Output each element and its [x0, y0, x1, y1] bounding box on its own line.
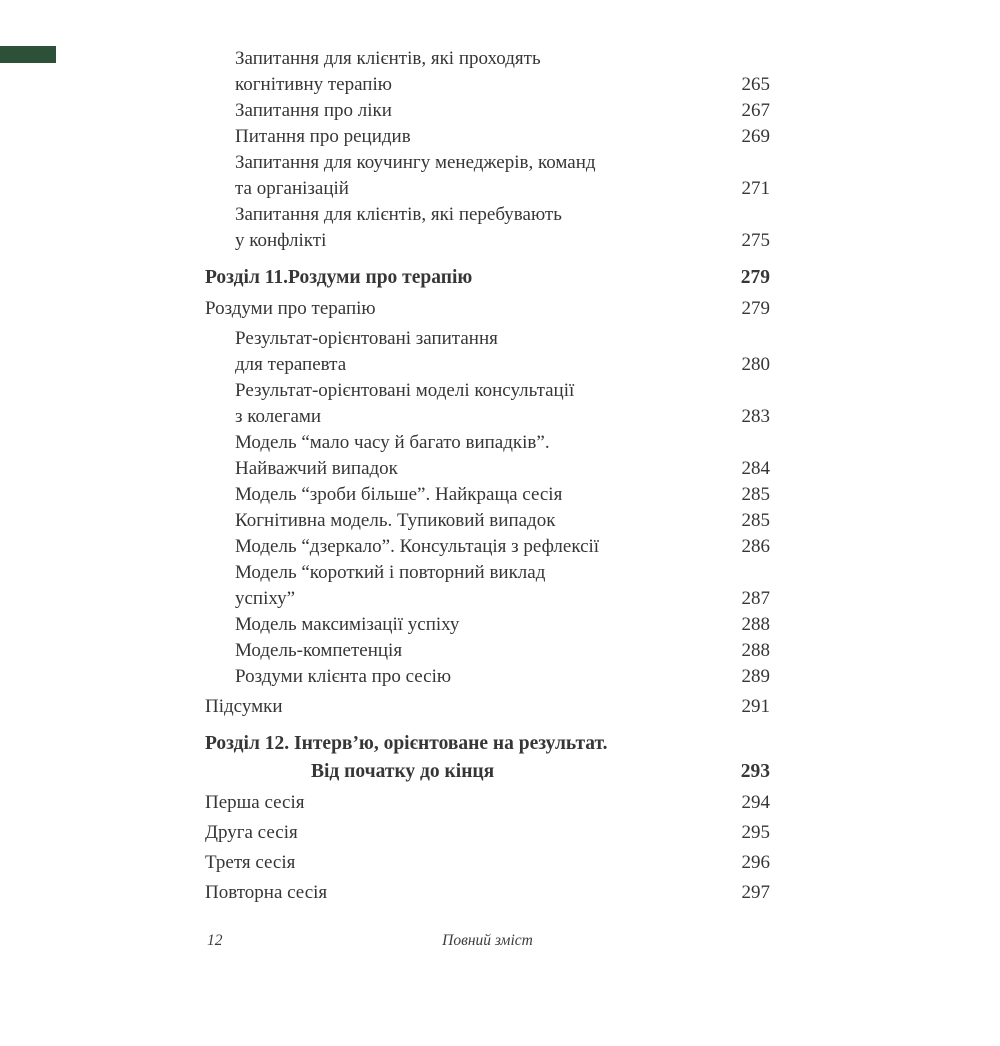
toc-entry-line: Питання про рецидив [235, 126, 411, 147]
toc-entry-title [205, 880, 730, 906]
toc-page-number: 289 [741, 666, 770, 687]
toc-entry-line: Роздуми про терапію [205, 298, 376, 319]
toc-entry [205, 430, 770, 482]
toc-page-number: 279 [740, 267, 770, 288]
toc-entry-title [205, 664, 730, 690]
toc-entry-line: Перша сесія [205, 792, 305, 813]
toc-entry-line: з колегами [235, 406, 322, 427]
toc-entry [205, 508, 770, 534]
toc-page-number: 279 [741, 298, 770, 319]
toc-entry-line: Запитання про ліки [235, 100, 392, 121]
toc-entry-title [205, 98, 730, 124]
toc-page-number: 295 [741, 822, 770, 843]
toc-entry [205, 534, 770, 560]
toc-entry-title [205, 124, 730, 150]
toc-entry [205, 664, 770, 690]
toc-entry [205, 378, 770, 430]
toc-entry-line: Підсумки [205, 696, 283, 717]
toc-entry [205, 560, 770, 612]
toc-page-number: 296 [741, 852, 770, 873]
toc-entry-title [205, 850, 730, 876]
toc-entry-title [205, 508, 730, 534]
toc-entry-title [205, 202, 730, 254]
toc-entry-line: Модель “мало часу й багато випадків”. [235, 432, 550, 453]
toc-entry-title [205, 150, 730, 202]
toc-entry [205, 296, 770, 322]
toc-entry-title [205, 534, 730, 560]
toc-entry-title [205, 560, 730, 612]
toc-entry [205, 46, 770, 98]
toc-entry-line: Когнітивна модель. Тупиковий випадок [235, 510, 556, 531]
toc-entry [205, 326, 770, 378]
toc-page-number: 291 [741, 696, 770, 717]
toc-entry-line: Від початку до кінця [311, 761, 495, 782]
toc-page-number: 283 [741, 406, 770, 427]
toc-entry-line: Запитання для клієнтів, які перебувають [235, 204, 562, 225]
toc-page-number: 285 [741, 484, 770, 505]
toc-entry [205, 790, 770, 816]
toc-entry [205, 482, 770, 508]
toc-page-number: 269 [741, 126, 770, 147]
toc-entry-title [205, 264, 729, 292]
toc-chapter-entry [205, 264, 770, 292]
toc-entry [205, 202, 770, 254]
toc-entry-line: Результат-орієнтовані моделі консультації [235, 380, 575, 401]
toc-page-number: 288 [741, 614, 770, 635]
toc-entry-title [205, 46, 730, 98]
toc-entry [205, 850, 770, 876]
toc-page-number: 293 [740, 761, 770, 782]
toc-page-number: 288 [741, 640, 770, 661]
toc-entry-line: Результат-орієнтовані запитання [235, 328, 498, 349]
toc-entry [205, 880, 770, 906]
toc-entry-title [205, 378, 730, 430]
toc-chapter-entry [205, 730, 770, 786]
toc-page-number: 267 [741, 100, 770, 121]
toc-entry-line: у конфлікті [235, 230, 327, 251]
page-footer [205, 932, 770, 950]
toc-entry-line: Третя сесія [205, 852, 296, 873]
toc-entry-line: та організацій [235, 178, 349, 199]
toc-entry-line: Модель “зроби більше”. Найкраща сесія [235, 484, 563, 505]
toc-entry-line: Модель-компетенція [235, 640, 403, 661]
toc-entry-line: Роздуми клієнта про сесію [235, 666, 452, 687]
toc-entry-line: Повторна сесія [205, 882, 328, 903]
toc-entry-title [205, 730, 729, 786]
toc-entry-title [205, 638, 730, 664]
toc-entry-line: успіху” [235, 588, 296, 609]
footer-running-title: Повний зміст [442, 932, 533, 949]
toc-page-number: 265 [741, 74, 770, 95]
toc-entry-title [205, 820, 730, 846]
toc-page-number: 275 [741, 230, 770, 251]
toc-entry-line: Запитання для коучингу менеджерів, команд [235, 152, 596, 173]
toc-entry-title [205, 482, 730, 508]
toc-entry-line: Модель “короткий і повторний виклад [235, 562, 546, 583]
toc-page-number: 284 [741, 458, 770, 479]
toc-entry-line: Модель “дзеркало”. Консультація з рефлексії [235, 536, 600, 557]
table-of-contents [205, 46, 770, 906]
toc-entry-line: Модель максимізації успіху [235, 614, 460, 635]
toc-entry-title [205, 326, 730, 378]
toc-entry [205, 694, 770, 720]
toc-entry-title [205, 694, 730, 720]
toc-page-number: 271 [741, 178, 770, 199]
toc-entry [205, 638, 770, 664]
toc-page-number: 287 [741, 588, 770, 609]
toc-page-number: 285 [741, 510, 770, 531]
toc-entry-line: Розділ 11.Роздуми про терапію [205, 267, 473, 288]
toc-entry [205, 150, 770, 202]
toc-entry-line: для терапевта [235, 354, 347, 375]
toc-entry [205, 98, 770, 124]
toc-entry [205, 612, 770, 638]
toc-page-number: 286 [741, 536, 770, 557]
toc-entry-title [205, 296, 730, 322]
toc-entry-line: Найважчий випадок [235, 458, 398, 479]
toc-entry [205, 124, 770, 150]
toc-entry-line: Друга сесія [205, 822, 298, 843]
scan-corner-artifact [0, 46, 56, 63]
toc-entry-line: Розділ 12. Інтерв’ю, орієнтоване на результат. [205, 733, 608, 754]
toc-entry-title [205, 430, 730, 482]
toc-entry [205, 820, 770, 846]
toc-page-number: 280 [741, 354, 770, 375]
toc-page-number: 294 [741, 792, 770, 813]
toc-entry-title [205, 612, 730, 638]
toc-entry-line: Запитання для клієнтів, які проходять [235, 48, 541, 69]
footer-page-number: 12 [207, 932, 223, 949]
toc-page-number: 297 [741, 882, 770, 903]
toc-entry-title [205, 790, 730, 816]
toc-entry-line: когнітивну терапію [235, 74, 392, 95]
